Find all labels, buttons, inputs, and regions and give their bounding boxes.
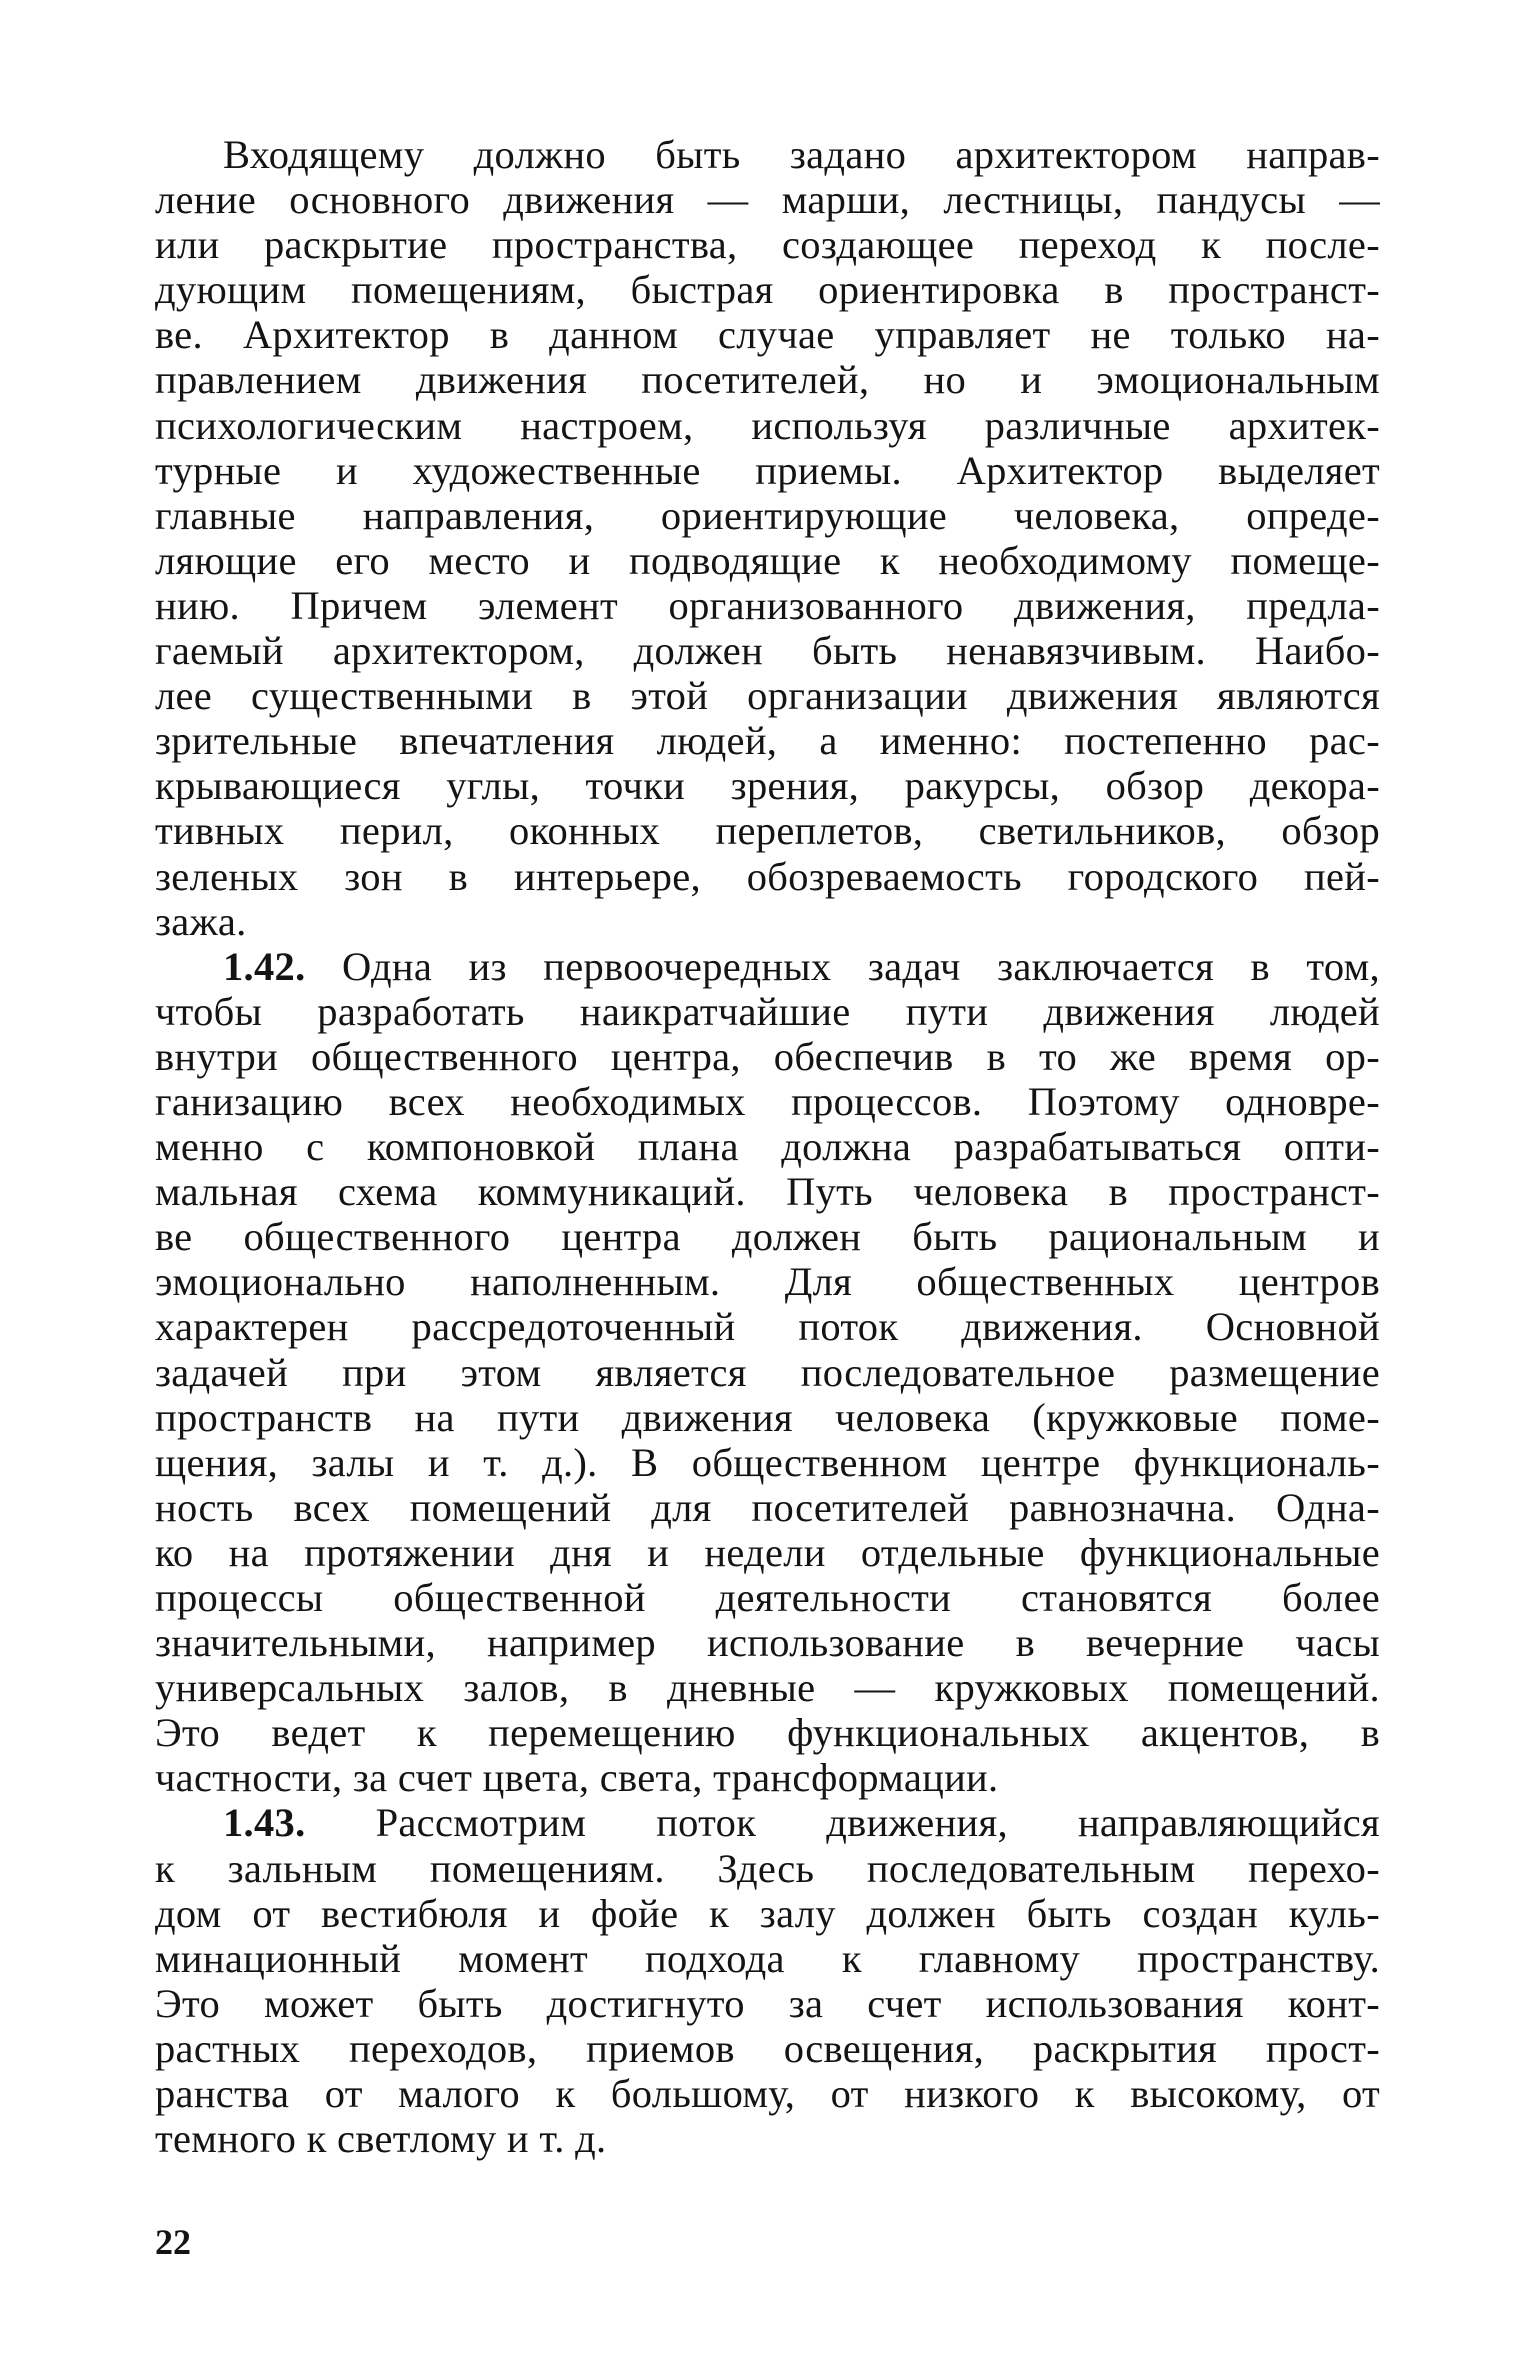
text-line: тивных перил, оконных переплетов, светильников, обзор bbox=[155, 808, 1380, 854]
text-line: ляющие его место и подводящие к необходимому помеще- bbox=[155, 537, 1380, 583]
text-line: универсальных залов, в дневные — кружковых помещений. bbox=[155, 1665, 1380, 1711]
text-line: ко на протяжении дня и недели отдельные функциональные bbox=[155, 1529, 1380, 1575]
text-line: менно с компоновкой плана должна разрабатываться опти- bbox=[155, 1124, 1380, 1170]
text-line: главные направления, ориентирующие человека, опреде- bbox=[155, 492, 1380, 538]
text-line: ление основного движения — марши, лестницы, пандусы — bbox=[155, 177, 1380, 223]
text-line: задачей при этом является последовательное размещение bbox=[155, 1349, 1380, 1395]
text-line: растных переходов, приемов освещения, раскрытия прост- bbox=[155, 2025, 1380, 2071]
text-line: дом от вестибюля и фойе к залу должен быть создан куль- bbox=[155, 1890, 1380, 1936]
line-text: Одна из первоочередных задач заключается в том, bbox=[341, 943, 1380, 989]
line-text: Рассмотрим поток движения, направляющийся bbox=[375, 1800, 1380, 1846]
text-line: ранства от малого к большому, от низкого к высокому, от bbox=[155, 2071, 1380, 2117]
text-line: ганизацию всех необходимых процессов. Поэтому одновре- bbox=[155, 1078, 1380, 1124]
paragraph-number: 1.42. bbox=[223, 943, 306, 989]
text-line: ность всех помещений для посетителей равнозначна. Одна- bbox=[155, 1484, 1380, 1530]
paragraph-number: 1.43. bbox=[223, 1800, 306, 1846]
text-line: Это ведет к перемещению функциональных акцентов, в bbox=[155, 1710, 1380, 1756]
text-line: дующим помещениям, быстрая ориентировка в пространст- bbox=[155, 267, 1380, 313]
text-line: частности, за счет цвета, света, трансформации. bbox=[155, 1755, 999, 1801]
text-line: характерен рассредоточенный поток движения. Основной bbox=[155, 1304, 1380, 1350]
text-line: правлением движения посетителей, но и эмоциональным bbox=[155, 357, 1380, 403]
text-line: значительными, например использование в вечерние часы bbox=[155, 1620, 1380, 1666]
text-line: чтобы разработать наикратчайшие пути движения людей bbox=[155, 988, 1380, 1034]
text-line: зеленых зон в интерьере, обозреваемость городского пей- bbox=[155, 853, 1380, 899]
text-line: пространств на пути движения человека (кружковые поме- bbox=[155, 1394, 1380, 1440]
text-line: или раскрытие пространства, создающее переход к после- bbox=[155, 222, 1380, 268]
text-line: нию. Причем элемент организованного движения, предла- bbox=[155, 582, 1380, 628]
text-line: зажа. bbox=[155, 898, 247, 944]
text-line: щения, залы и т. д.). В общественном центре функциональ- bbox=[155, 1439, 1380, 1485]
text-line: минационный момент подхода к главному пространству. bbox=[155, 1935, 1380, 1981]
text-line: зрительные впечатления людей, а именно: постепенно рас- bbox=[155, 718, 1380, 764]
text-line: психологическим настроем, используя различные архитек- bbox=[155, 402, 1380, 448]
text-line: Это может быть достигнуто за счет использования конт- bbox=[155, 1980, 1380, 2026]
text-line: ве общественного центра должен быть рациональным и bbox=[155, 1214, 1380, 1260]
text-line: мальная схема коммуникаций. Путь человека в пространст- bbox=[155, 1169, 1380, 1215]
text-line: крывающиеся углы, точки зрения, ракурсы, обзор декора- bbox=[155, 763, 1380, 809]
body-text bbox=[155, 132, 1380, 2161]
text-line: лее существенными в этой организации движения являются bbox=[155, 673, 1380, 719]
text-line: эмоционально наполненным. Для общественных центров bbox=[155, 1259, 1380, 1305]
text-line: турные и художественные приемы. Архитектор выделяет bbox=[155, 447, 1380, 493]
text-line: ве. Архитектор в данном случае управляет не только на- bbox=[155, 312, 1380, 358]
text-line: к зальным помещениям. Здесь последовательным перехо- bbox=[155, 1845, 1380, 1891]
text-line: внутри общественного центра, обеспечив в то же время ор- bbox=[155, 1033, 1380, 1079]
text-line: гаемый архитектором, должен быть ненавязчивым. Наибо- bbox=[155, 628, 1380, 674]
text-line: процессы общественной деятельности становятся более bbox=[155, 1575, 1380, 1620]
text-line: Входящему должно быть задано архитектором направ- bbox=[223, 132, 1380, 177]
text-line bbox=[155, 1800, 1380, 1845]
page-number: 22 bbox=[155, 2222, 191, 2262]
text-line: темного к светлому и т. д. bbox=[155, 2116, 607, 2162]
text-line bbox=[155, 944, 1380, 989]
